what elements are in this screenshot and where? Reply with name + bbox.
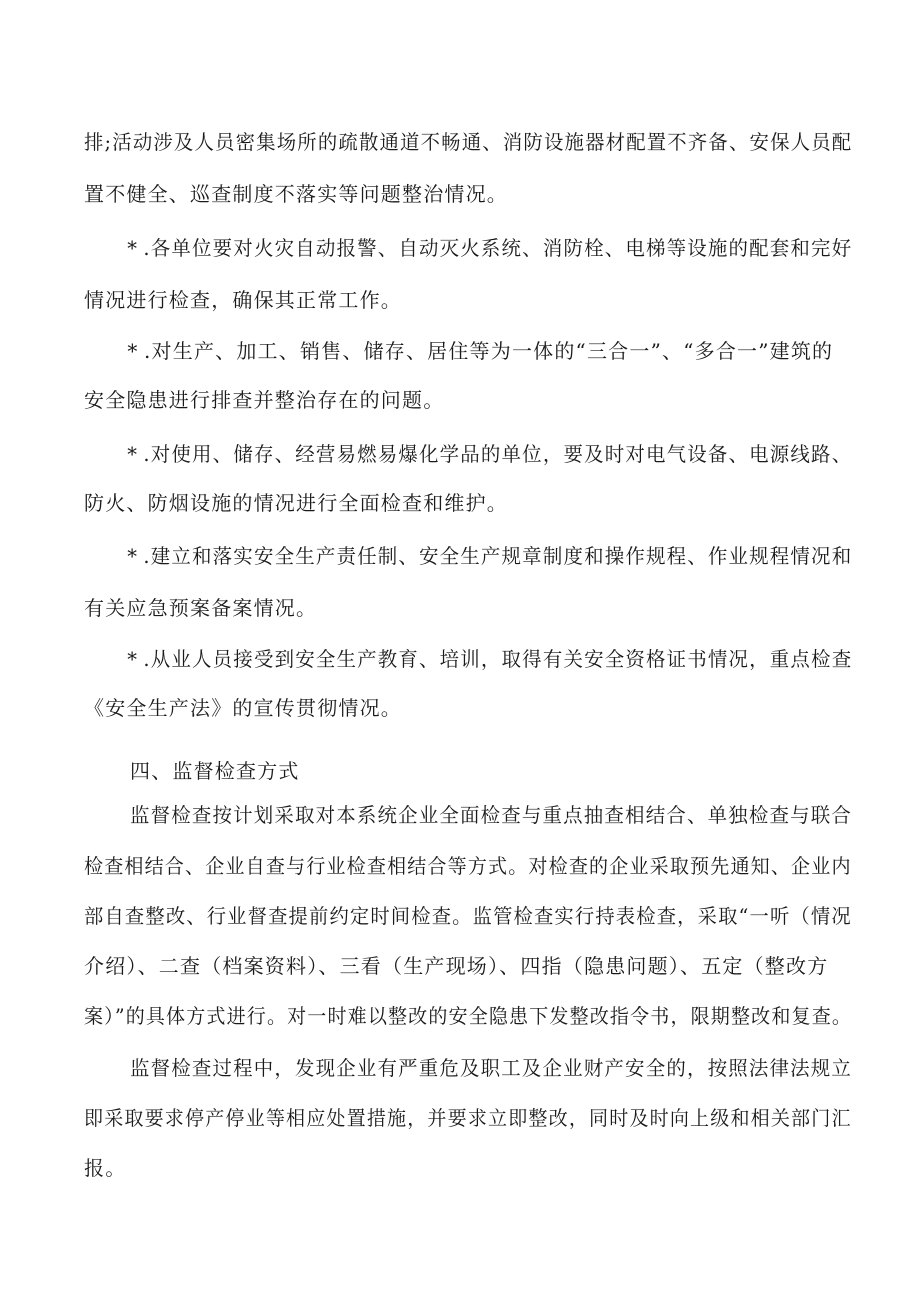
list-item-text: .对生产、加工、销售、储存、居住等为一体的“三合一”、“多合一”建筑的 [144,339,834,363]
paragraph-line: 监督检查按计划采取对本系统企业全面检查与重点抽查相结合、单独检查与联合 [130,803,852,827]
bullet-marker: * [127,442,139,466]
list-item-continuation: 《安全生产法》的宣传贯彻情况。 [84,696,402,720]
bullet-marker: * [127,339,139,363]
list-item-text: .各单位要对火灾自动报警、自动灭火系统、消防栓、电梯等设施的配套和完好 [143,236,853,260]
bullet-marker: * [127,544,139,568]
list-item-text: .对使用、储存、经营易燃易爆化学品的单位，要及时对电气设备、电源线路、 [143,442,853,466]
list-item [122,645,852,673]
list-item-text: .从业人员接受到安全生产教育、培训，取得有关安全资格证书情况，重点检查 [143,647,853,671]
list-item-continuation: 情况进行检查，确保其正常工作。 [84,288,402,312]
list-item-text: .建立和落实安全生产责任制、安全生产规章制度和操作规程、作业规程情况和 [143,544,853,568]
section-heading: 四、监督检查方式 [130,759,300,783]
list-item [122,234,852,262]
paragraph-line: 检查相结合、企业自查与行业检查相结合等方式。对检查的企业采取预先通知、企业内 [84,854,852,878]
bullet-marker: * [127,647,139,671]
list-item-continuation: 有关应急预案备案情况。 [84,596,318,620]
paragraph-line: 即采取要求停产停业等相应处置措施，并要求立即整改，同时及时向上级和相关部门汇 [84,1106,852,1130]
list-item [122,542,852,570]
list-item-continuation: 安全隐患进行排查并整治存在的问题。 [84,388,445,412]
paragraph-line: 排;活动涉及人员密集场所的疏散通道不畅通、消防设施器材配置不齐备、安保人员配 [84,130,853,154]
list-item-continuation: 防火、防烟设施的情况进行全面检查和维护。 [84,491,508,515]
paragraph-line: 部自查整改、行业督查提前约定时间检查。监管检查实行持表检查，采取“一听（情况 [84,904,852,928]
bullet-marker: * [127,236,139,260]
list-item [122,440,852,468]
paragraph-line: 监督检查过程中，发现企业有严重危及职工及企业财产安全的，按照法律法规立 [130,1056,852,1080]
paragraph-line: 报。 [84,1156,127,1180]
list-item [122,337,833,365]
paragraph-line: 案）”的具体方式进行。对一时难以整改的安全隐患下发整改指令书，限期整改和复查。 [84,1004,853,1028]
paragraph-line: 介绍）、二查（档案资料）、三看（生产现场）、四指（隐患问题）、五定（整改方 [84,954,829,978]
paragraph-line: 置不健全、巡查制度不落实等问题整治情况。 [84,182,508,206]
